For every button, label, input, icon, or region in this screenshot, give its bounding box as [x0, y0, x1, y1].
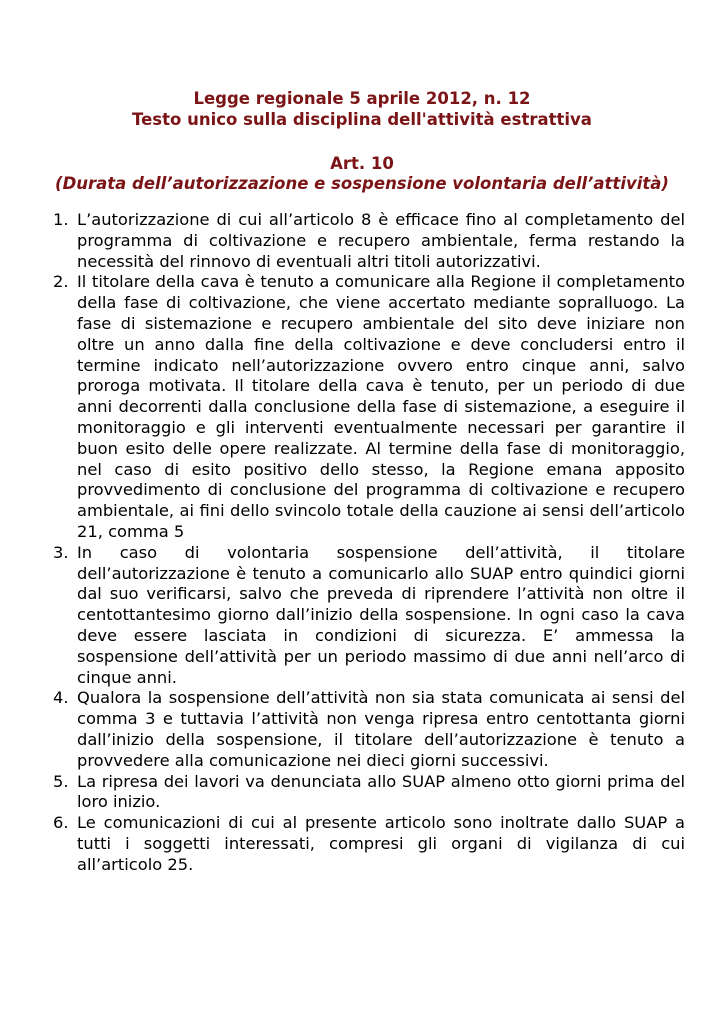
list-item	[53, 688, 685, 771]
paragraph-number: 3.	[53, 542, 69, 562]
list-item	[53, 543, 685, 689]
paragraph-number: 4.	[53, 688, 69, 708]
list-item	[53, 210, 685, 272]
paragraph-text: Le comunicazioni di cui al presente articolo sono inoltrate dallo SUAP a tutti i soggetti interessati, compresi gli organi di vigilanza di cui all’articolo 25.	[77, 813, 685, 874]
paragraph-text: In caso di volontaria sospensione dell’attività, il titolare dell’autorizzazione è tenuto a comunicarlo allo SUAP entro quindici giorni dal suo verificarsi, salvo che preveda di riprendere l’attività non oltre il centottantesimo giorno dall’inizio della sospensione. In ogni caso la cava deve essere lasciata in condizioni di sicurezza. E’ ammessa la sospensione dell’attività per un periodo massimo di due anni nell’arco di cinque anni.	[77, 542, 685, 687]
list-item	[53, 772, 685, 814]
paragraph-number: 2.	[53, 272, 69, 292]
paragraph-text: La ripresa dei lavori va denunciata allo SUAP almeno otto giorni prima del loro inizio.	[77, 771, 685, 812]
article-paragraph-list	[53, 210, 685, 876]
article-heading: (Durata dell’autorizzazione e sospensione volontaria dell’attività)	[55, 174, 669, 193]
paragraph-text: Qualora la sospensione dell’attività non sia stata comunicata ai sensi del comma 3 e tuttavia l’attività non venga ripresa entro centottanta giorni dall’inizio della sospensione, il titolare dell’autorizzazione è tenuto a provvedere alla comunicazione nei dieci giorni successivi.	[77, 688, 685, 770]
law-title: Legge regionale 5 aprile 2012, n. 12	[193, 89, 531, 108]
paragraph-text: Il titolare della cava è tenuto a comunicare alla Regione il completamento della fase di coltivazione, che viene accertato mediante sopralluogo. La fase di sistemazione e recupero ambientale del sito deve iniziare non oltre un anno dalla fine della coltivazione e deve concludersi entro il termine indicato nell’autorizzazione ovvero entro cinque anni, salvo proroga motivata. Il titolare della cava è tenuto, per un periodo di due anni decorrenti dalla conclusione della fase di sistemazione, a eseguire il monitoraggio e gli interventi eventualmente necessari per garantire il buon esito delle opere realizzate. Al termine della fase di monitoraggio, nel caso di esito positivo dello stesso, la Regione emana apposito provvedimento di conclusione del programma di coltivazione e recupero ambientale, ai fini dello svincolo totale della cauzione ai sensi dell’articolo 21, comma 5	[77, 272, 685, 541]
paragraph-number: 1.	[53, 210, 69, 229]
paragraph-number: 6.	[53, 813, 69, 833]
article-number: Art. 10	[330, 154, 394, 173]
paragraph-text: L’autorizzazione di cui all’articolo 8 è efficace fino al completamento del programma di coltivazione e recupero ambientale, ferma restando la necessità del rinnovo di eventuali altri titoli autorizzativi.	[77, 210, 685, 271]
paragraph-number: 5.	[53, 771, 69, 791]
list-item	[53, 272, 685, 542]
list-item	[53, 813, 685, 875]
law-subtitle: Testo unico sulla disciplina dell'attività estrattiva	[132, 110, 592, 129]
